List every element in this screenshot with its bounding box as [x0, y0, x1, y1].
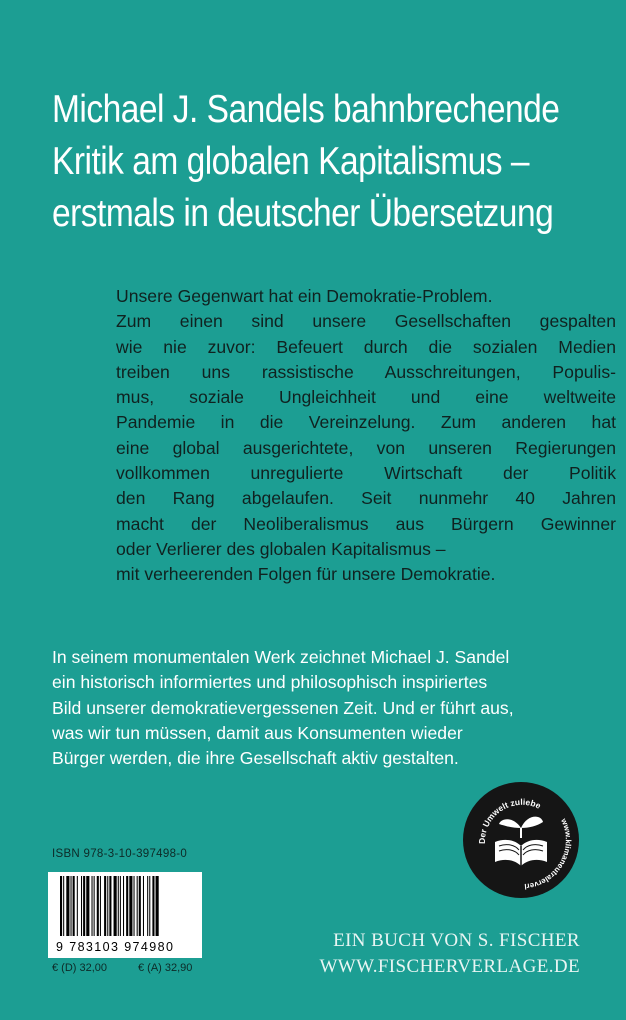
barcode-bar [156, 876, 159, 936]
barcode-bar [100, 876, 101, 936]
barcode-bar [97, 876, 99, 936]
blurb-paragraph [116, 284, 616, 588]
seal-top-text: Der Umwelt zuliebe [476, 796, 543, 845]
publisher-website: WWW.FISCHERVERLAGE.DE [319, 956, 580, 977]
publisher-imprint [319, 928, 580, 980]
barcode-bar [143, 876, 144, 936]
isbn-label: ISBN 978-3-10-397498-0 [52, 848, 188, 860]
barcode-bar [149, 876, 150, 936]
barcode-bar [71, 876, 72, 936]
barcode-bar [120, 876, 121, 936]
barcode-bar [118, 876, 119, 936]
price-germany: € (D) 32,00 [52, 962, 108, 974]
blurb-line: mus, soziale Ungleichheit und eine weltweite [116, 387, 616, 408]
description-line: Bürger werden, die ihre Gesellschaft aktiv gestalten. [52, 748, 459, 769]
description-paragraph [52, 645, 612, 771]
barcode-bar [123, 876, 124, 936]
barcode-bar [73, 876, 75, 936]
blurb-line: Zum einen sind unsere Gesellschaften gespalten [116, 311, 616, 332]
headline-line-2: Kritik am globalen Kapitalismus – [52, 140, 529, 183]
barcode-bar [134, 876, 135, 936]
barcode-bar [109, 876, 111, 936]
description-line: Bild unserer demokratievergessenen Zeit. Und er führt aus, [52, 697, 514, 718]
blurb-line: mit verheerenden Folgen für unsere Demokratie. [116, 564, 496, 585]
blurb-line: Unsere Gegenwart hat ein Demokratie-Problem. [116, 286, 493, 306]
barcode-bar [66, 876, 69, 936]
barcode-bar [63, 876, 64, 936]
barcode [48, 872, 202, 958]
barcode-bar [147, 876, 148, 936]
description-line: In seinem monumentalen Werk zeichnet Michael J. Sandel [52, 647, 510, 667]
barcode-digits: 9 783103 974980 [56, 940, 175, 954]
blurb-line: den Rang abgelaufen. Seit nunmehr 40 Jahren [116, 488, 616, 509]
barcode-bar [81, 876, 82, 936]
barcode-bar [77, 876, 78, 936]
barcode-bar [137, 876, 138, 936]
barcode-bar [152, 876, 154, 936]
barcode-bar [126, 876, 128, 936]
publisher-line-1: EIN BUCH VON S. FISCHER [333, 930, 580, 951]
blurb-line: Pandemie in die Vereinzelung. Zum anderen hat [116, 412, 616, 433]
barcode-bar [114, 876, 117, 936]
blurb-line: eine global ausgerichtete, von unseren Regierungen [116, 437, 616, 458]
barcode-bar [104, 876, 106, 936]
description-line: ein historisch informiertes und philosophisch inspiriertes [52, 672, 488, 693]
barcode-bar [60, 876, 62, 936]
barcode-bar [86, 876, 89, 936]
climate-neutral-seal [461, 780, 581, 900]
price-austria: € (A) 32,90 [138, 962, 193, 974]
description-line: was wir tun müssen, damit aus Konsumenten wieder [52, 722, 463, 743]
barcode-bar [107, 876, 108, 936]
blurb-line: oder Verlierer des globalen Kapitalismus – [116, 538, 446, 559]
headline [52, 84, 560, 240]
headline-line-3: erstmals in deutscher Übersetzung [52, 192, 554, 235]
seal-graphic [461, 780, 581, 900]
blurb-line: treiben uns rassistische Ausschreitungen, Populis- [116, 361, 616, 382]
blurb-line: vollkommen unregulierte Wirtschaft der Politik [116, 463, 616, 484]
barcode-bar [94, 876, 95, 936]
headline-line-1: Michael J. Sandels bahnbrechende [52, 88, 560, 131]
blurb-line: macht der Neoliberalismus aus Bürgern Gewinner [116, 513, 616, 534]
seal-side-text: www.klimaneutralerverl [524, 817, 573, 892]
barcode-bar [129, 876, 132, 936]
barcode-bar [83, 876, 85, 936]
barcode-bar [139, 876, 141, 936]
barcode-bars [52, 876, 198, 938]
barcode-bar [92, 876, 93, 936]
blurb-line: wie nie zuvor: Befeuert durch die sozialen Medien [116, 336, 616, 357]
